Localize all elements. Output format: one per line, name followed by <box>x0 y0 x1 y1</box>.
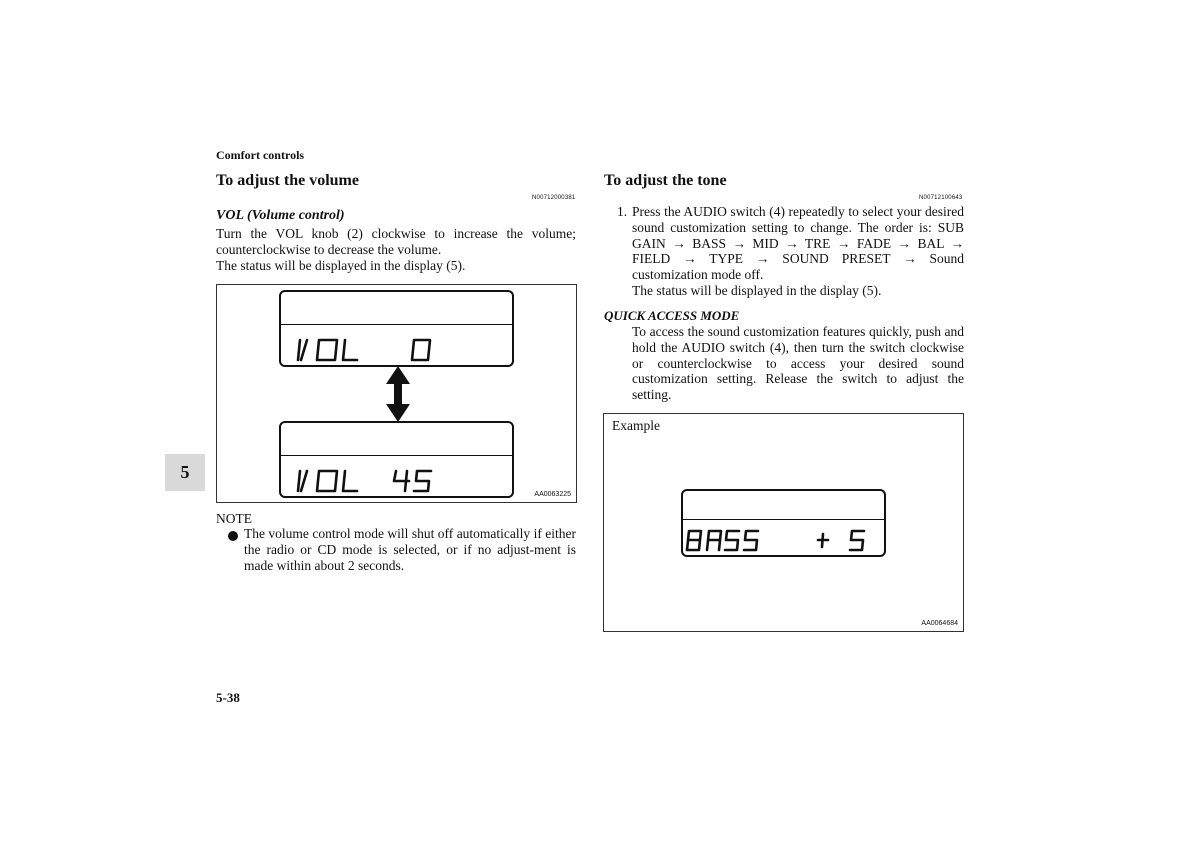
note-text: The volume control mode will shut off automatically if either the radio or CD mode is selected, or if no adjust-ment is made within about 2 seconds. <box>244 526 576 573</box>
figure-code: AA0063225 <box>534 491 571 498</box>
tone-doc-code: N00712100643 <box>919 195 963 201</box>
lcd-display-bass <box>681 489 886 557</box>
volume-figure <box>216 284 577 503</box>
step-1 <box>617 204 964 299</box>
figure-code: AA0064684 <box>921 620 958 627</box>
vol-subheading: VOL (Volume control) <box>216 208 345 223</box>
page-number: 5-38 <box>216 690 240 705</box>
vol-status-text: The status will be displayed in the display (5). <box>216 258 466 273</box>
filled-circle-bullet-icon <box>228 528 238 546</box>
chapter-tab: 5 <box>165 454 205 491</box>
lcd-display-vol-45 <box>279 421 514 498</box>
step-number: 1. <box>617 204 628 219</box>
note-title: NOTE <box>216 511 252 526</box>
example-label: Example <box>612 418 660 433</box>
quick-access-heading: QUICK ACCESS MODE <box>604 308 740 323</box>
example-figure <box>603 413 964 632</box>
lcd-segment-readout <box>683 491 883 554</box>
volume-doc-code: N00712000381 <box>532 195 576 201</box>
volume-heading: To adjust the volume <box>216 172 359 189</box>
section-header: Comfort controls <box>216 148 305 162</box>
step-1-text: Press the AUDIO switch (4) repeatedly to select your desired sound customization setting to change. The order is: SUB GAIN → BASS → MID → TRE → FADE → BAL → FIELD → TYPE → SOUND PRESET → Sound customization mode off. <box>632 204 964 283</box>
double-headed-vertical-arrow-icon <box>385 366 411 422</box>
quick-access-text: To access the sound customization features quickly, push and hold the AUDIO switch (4), then turn the switch clockwise or counterclockwise to access your desired sound customization setting. Release the switch to adjust the setting. <box>632 324 964 403</box>
lcd-segment-readout <box>281 292 511 364</box>
tone-heading: To adjust the tone <box>604 172 727 189</box>
lcd-display-vol-0 <box>279 290 514 367</box>
vol-description: Turn the VOL knob (2) clockwise to increase the volume; counterclockwise to decrease the volume. <box>216 226 576 257</box>
step-1-status: The status will be displayed in the display (5). <box>632 282 882 298</box>
lcd-segment-readout <box>281 423 511 495</box>
